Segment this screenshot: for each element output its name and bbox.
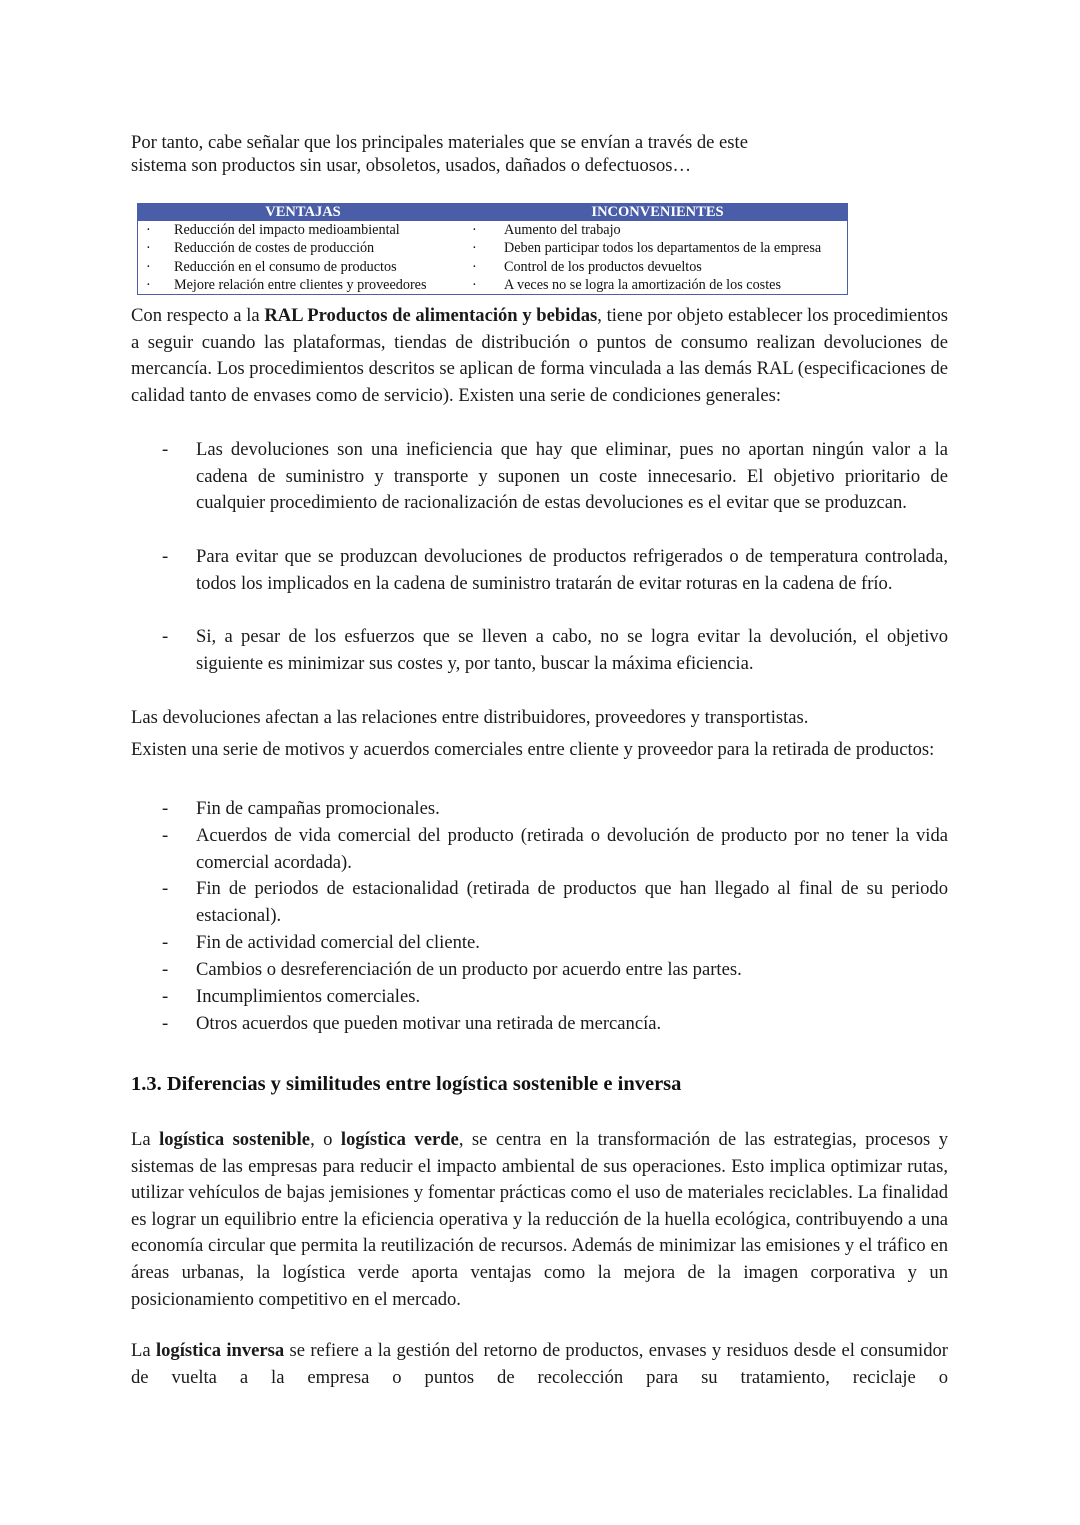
text: La xyxy=(131,1340,156,1361)
dash-bullet-icon: - xyxy=(162,546,169,567)
list-item-text: Las devoluciones son una ineficiencia que hay que eliminar, pues no aportan ningún valor a la cadena de suministro y transporte y suponen un coste innecesario. El objetivo prioritario de cualquier procedimiento de racionalización de estas devoluciones es el evitar que se produzcan. xyxy=(196,439,948,514)
intro-line-1: Por tanto, cabe señalar que los principales materiales que se envían a través de este xyxy=(131,132,748,153)
bold-term: logística sostenible xyxy=(159,1129,311,1150)
bold-term: logística inversa xyxy=(155,1340,285,1361)
motives-intro-paragraph: Existen una serie de motivos y acuerdos comerciales entre cliente y proveedor para la retirada de productos: xyxy=(131,739,935,760)
dash-bullet-icon: - xyxy=(162,959,169,980)
intro-paragraph xyxy=(131,131,948,177)
intro-line-2: sistema son productos sin usar, obsoletos, usados, dañados o defectuosos… xyxy=(131,155,692,176)
bullet-icon: · xyxy=(472,258,477,275)
table-cell: Control de los productos devueltos xyxy=(504,258,702,275)
list-item-text: Fin de campañas promocionales. xyxy=(196,798,440,819)
table-header-row xyxy=(138,203,847,221)
dash-bullet-icon: - xyxy=(162,932,169,953)
bullet-icon: · xyxy=(472,222,477,238)
dash-bullet-icon: - xyxy=(162,1013,169,1034)
header-ventajas: VENTAJAS xyxy=(265,204,341,220)
table-cell: Deben participar todos los departamentos de la empresa xyxy=(504,240,822,257)
dash-bullet-icon: - xyxy=(162,986,169,1007)
text: La xyxy=(131,1129,160,1150)
dash-bullet-icon: - xyxy=(162,626,169,647)
table-cell: A veces no se logra la amortización de los costes xyxy=(504,276,781,293)
list-item-text: Para evitar que se produzcan devoluciones de productos refrigerados o de temperatura controlada, todos los implicados en la cadena de suministro tratarán de evitar roturas en la cadena de frío. xyxy=(196,546,948,594)
bullet-icon: · xyxy=(146,222,151,238)
list-item-text: Fin de periodos de estacionalidad (retirada de productos que han llegado al final de su periodo estacional). xyxy=(196,878,948,926)
table-row xyxy=(138,258,847,276)
list-item-text: Si, a pesar de los esfuerzos que se lleven a cabo, no se logra evitar la devolución, el objetivo siguiente es minimizar sus costes y, por tanto, buscar la máxima eficiencia. xyxy=(196,626,948,674)
section-heading: 1.3. Diferencias y similitudes entre logística sostenible e inversa xyxy=(131,1073,682,1095)
bold-term: logística verde xyxy=(340,1129,459,1150)
bullet-icon: · xyxy=(146,276,151,293)
sostenible-paragraph xyxy=(131,1127,948,1313)
bullet-icon: · xyxy=(146,258,151,275)
text: , se centra en la transformación de las estrategias, procesos y sistemas de las empresas para reducir el impacto ambiental de sus operaciones. Esto implica optimizar rutas, utilizar vehículos de bajas jemisiones y fomentar prácticas como el uso de materiales reciclables. La finalidad es lograr un equilibrio entre la eficiencia operativa y la reducción de la huella ecológica, contribuyendo a una economía circular que permita la reutilización de recursos. Además de minimizar las emisiones y el tráfico en áreas urbanas, la logística verde aporta ventajas como la mejora de la imagen corporativa y un posicionamiento competitivo en el mercado. xyxy=(131,1129,949,1310)
ral-paragraph xyxy=(131,303,948,409)
bullet-icon: · xyxy=(472,276,477,293)
text: se refiere a la gestión del retorno de productos, envases y residuos desde el consumidor de vuelta a la empresa o puntos de recolección para su tratamiento, reciclaje o xyxy=(131,1340,948,1388)
table-cell: Reducción de costes de producción xyxy=(174,240,375,257)
dash-bullet-icon: - xyxy=(162,439,169,460)
list-item-text: Fin de actividad comercial del cliente. xyxy=(196,932,480,953)
inversa-paragraph xyxy=(131,1338,948,1391)
list-item-text: Cambios o desreferenciación de un producto por acuerdo entre las partes. xyxy=(196,959,742,980)
advantages-disadvantages-table xyxy=(137,203,848,295)
table-cell: Reducción en el consumo de productos xyxy=(174,258,397,275)
list-item-text: Acuerdos de vida comercial del producto (retirada o devolución de producto por no tener la vida comercial acordada). xyxy=(196,825,948,873)
table-cell: Aumento del trabajo xyxy=(504,222,621,238)
dash-bullet-icon: - xyxy=(162,878,169,899)
table-cell: Reducción del impacto medioambiental xyxy=(174,222,400,238)
table-row xyxy=(138,239,847,257)
text: , o xyxy=(310,1129,341,1150)
ral-rest: , tiene por objeto establecer los procedimientos a seguir cuando las plataformas, tiendas de distribución o puntos de consumo realizan devoluciones de mercancía. Los procedimientos descritos se aplican de forma vinculada a las demás RAL (especificaciones de calidad tanto de envases como de servicio). Existen una serie de condiciones generales: xyxy=(131,305,948,406)
list-item-text: Otros acuerdos que pueden motivar una retirada de mercancía. xyxy=(196,1013,662,1034)
table-row xyxy=(138,276,847,294)
dash-bullet-icon: - xyxy=(162,825,169,846)
relations-paragraph: Las devoluciones afectan a las relaciones entre distribuidores, proveedores y transportistas. xyxy=(131,707,809,728)
header-inconvenientes: INCONVENIENTES xyxy=(591,204,724,220)
ral-prefix: Con respecto a la xyxy=(131,305,265,326)
ral-bold-term: RAL Productos de alimentación y bebidas xyxy=(264,305,598,326)
bullet-icon: · xyxy=(146,240,151,257)
dash-bullet-icon: - xyxy=(162,798,169,819)
table-cell: Mejore relación entre clientes y proveedores xyxy=(174,276,427,293)
table-row xyxy=(138,221,847,239)
bullet-icon: · xyxy=(472,240,477,257)
list-item-text: Incumplimientos comerciales. xyxy=(196,986,421,1007)
